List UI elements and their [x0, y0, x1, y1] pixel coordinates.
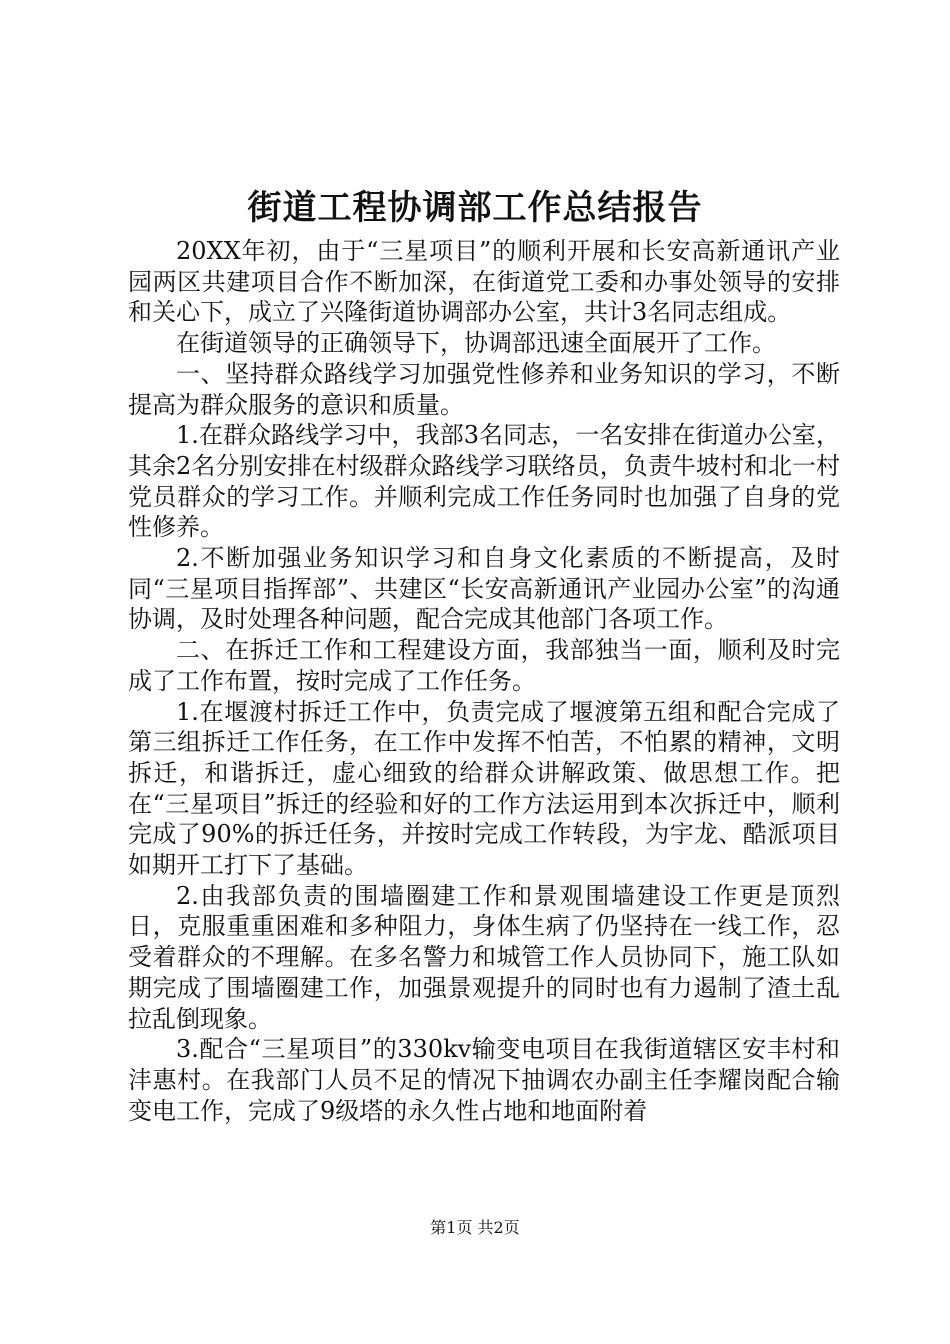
paragraph-intro: 20XX年初，由于“三星项目”的顺利开展和长安高新通讯产业园两区共建项目合作不断加深，在街道党工委和办事处领导的安排和关心下，成立了兴隆街道协调部办公室，共计3名同志组成。 — [128, 237, 840, 327]
paragraph-section-1-heading: 一、坚持群众路线学习加强党性修养和业务知识的学习，不断提高为群众服务的意识和质量。 — [128, 359, 840, 419]
paragraph-leadership: 在街道领导的正确领导下，协调部迅速全面展开了工作。 — [176, 329, 776, 358]
document-title: 街道工程协调部工作总结报告 — [247, 188, 703, 228]
page-footer: 第1页 共2页 — [430, 1218, 520, 1237]
paragraph-section-2-item-2: 2.由我部负责的围墙圈建工作和景观围墙建设工作更是顶烈日，克服重重困难和多种阻力，身体生病了仍坚持在一线工作，忍受着群众的不理解。在多名警力和城管工作人员协同下，施工队如期完成了围墙圈建工作，加强景观提升的同时也有力遏制了渣土乱拉乱倒现象。 — [128, 881, 840, 1033]
paragraph-section-2-heading: 二、在拆迁工作和工程建设方面，我部独当一面，顺利及时完成了工作布置，按时完成了工作任务。 — [128, 636, 840, 695]
document-body — [128, 236, 840, 1126]
paragraph-section-1-item-2: 2.不断加强业务知识学习和自身文化素质的不断提高，及时同“三星项目指挥部”、共建区“长安高新通讯产业园办公室”的沟通协调，及时处理各种问题，配合完成其他部门各项工作。 — [128, 544, 840, 634]
paragraph-section-1-item-1: 1.在群众路线学习中，我部3名同志，一名安排在街道办公室，其余2名分别安排在村级群众路线学习联络员，负责牛坡村和北一村党员群众的学习工作。并顺利完成工作任务同时也加强了自身的党性修养。 — [128, 421, 840, 542]
paragraph-section-2-item-1: 1.在堰渡村拆迁工作中，负责完成了堰渡第五组和配合完成了第三组拆迁工作任务，在工作中发挥不怕苦，不怕累的精神，文明拆迁，和谐拆迁，虚心细致的给群众讲解政策、做思想工作。把在“三星项目”拆迁的经验和好的工作方法运用到本次拆迁中，顺利完成了90%的拆迁任务，并按时完成工作转段，为宇龙、酷派项目如期开工打下了基础。 — [128, 697, 840, 880]
paragraph-section-2-item-3: 3.配合“三星项目”的330kv输变电项目在我街道辖区安丰村和沣惠村。在我部门人员不足的情况下抽调农办副主任李耀岗配合输变电工作，完成了9级塔的永久性占地和地面附着 — [128, 1035, 840, 1125]
